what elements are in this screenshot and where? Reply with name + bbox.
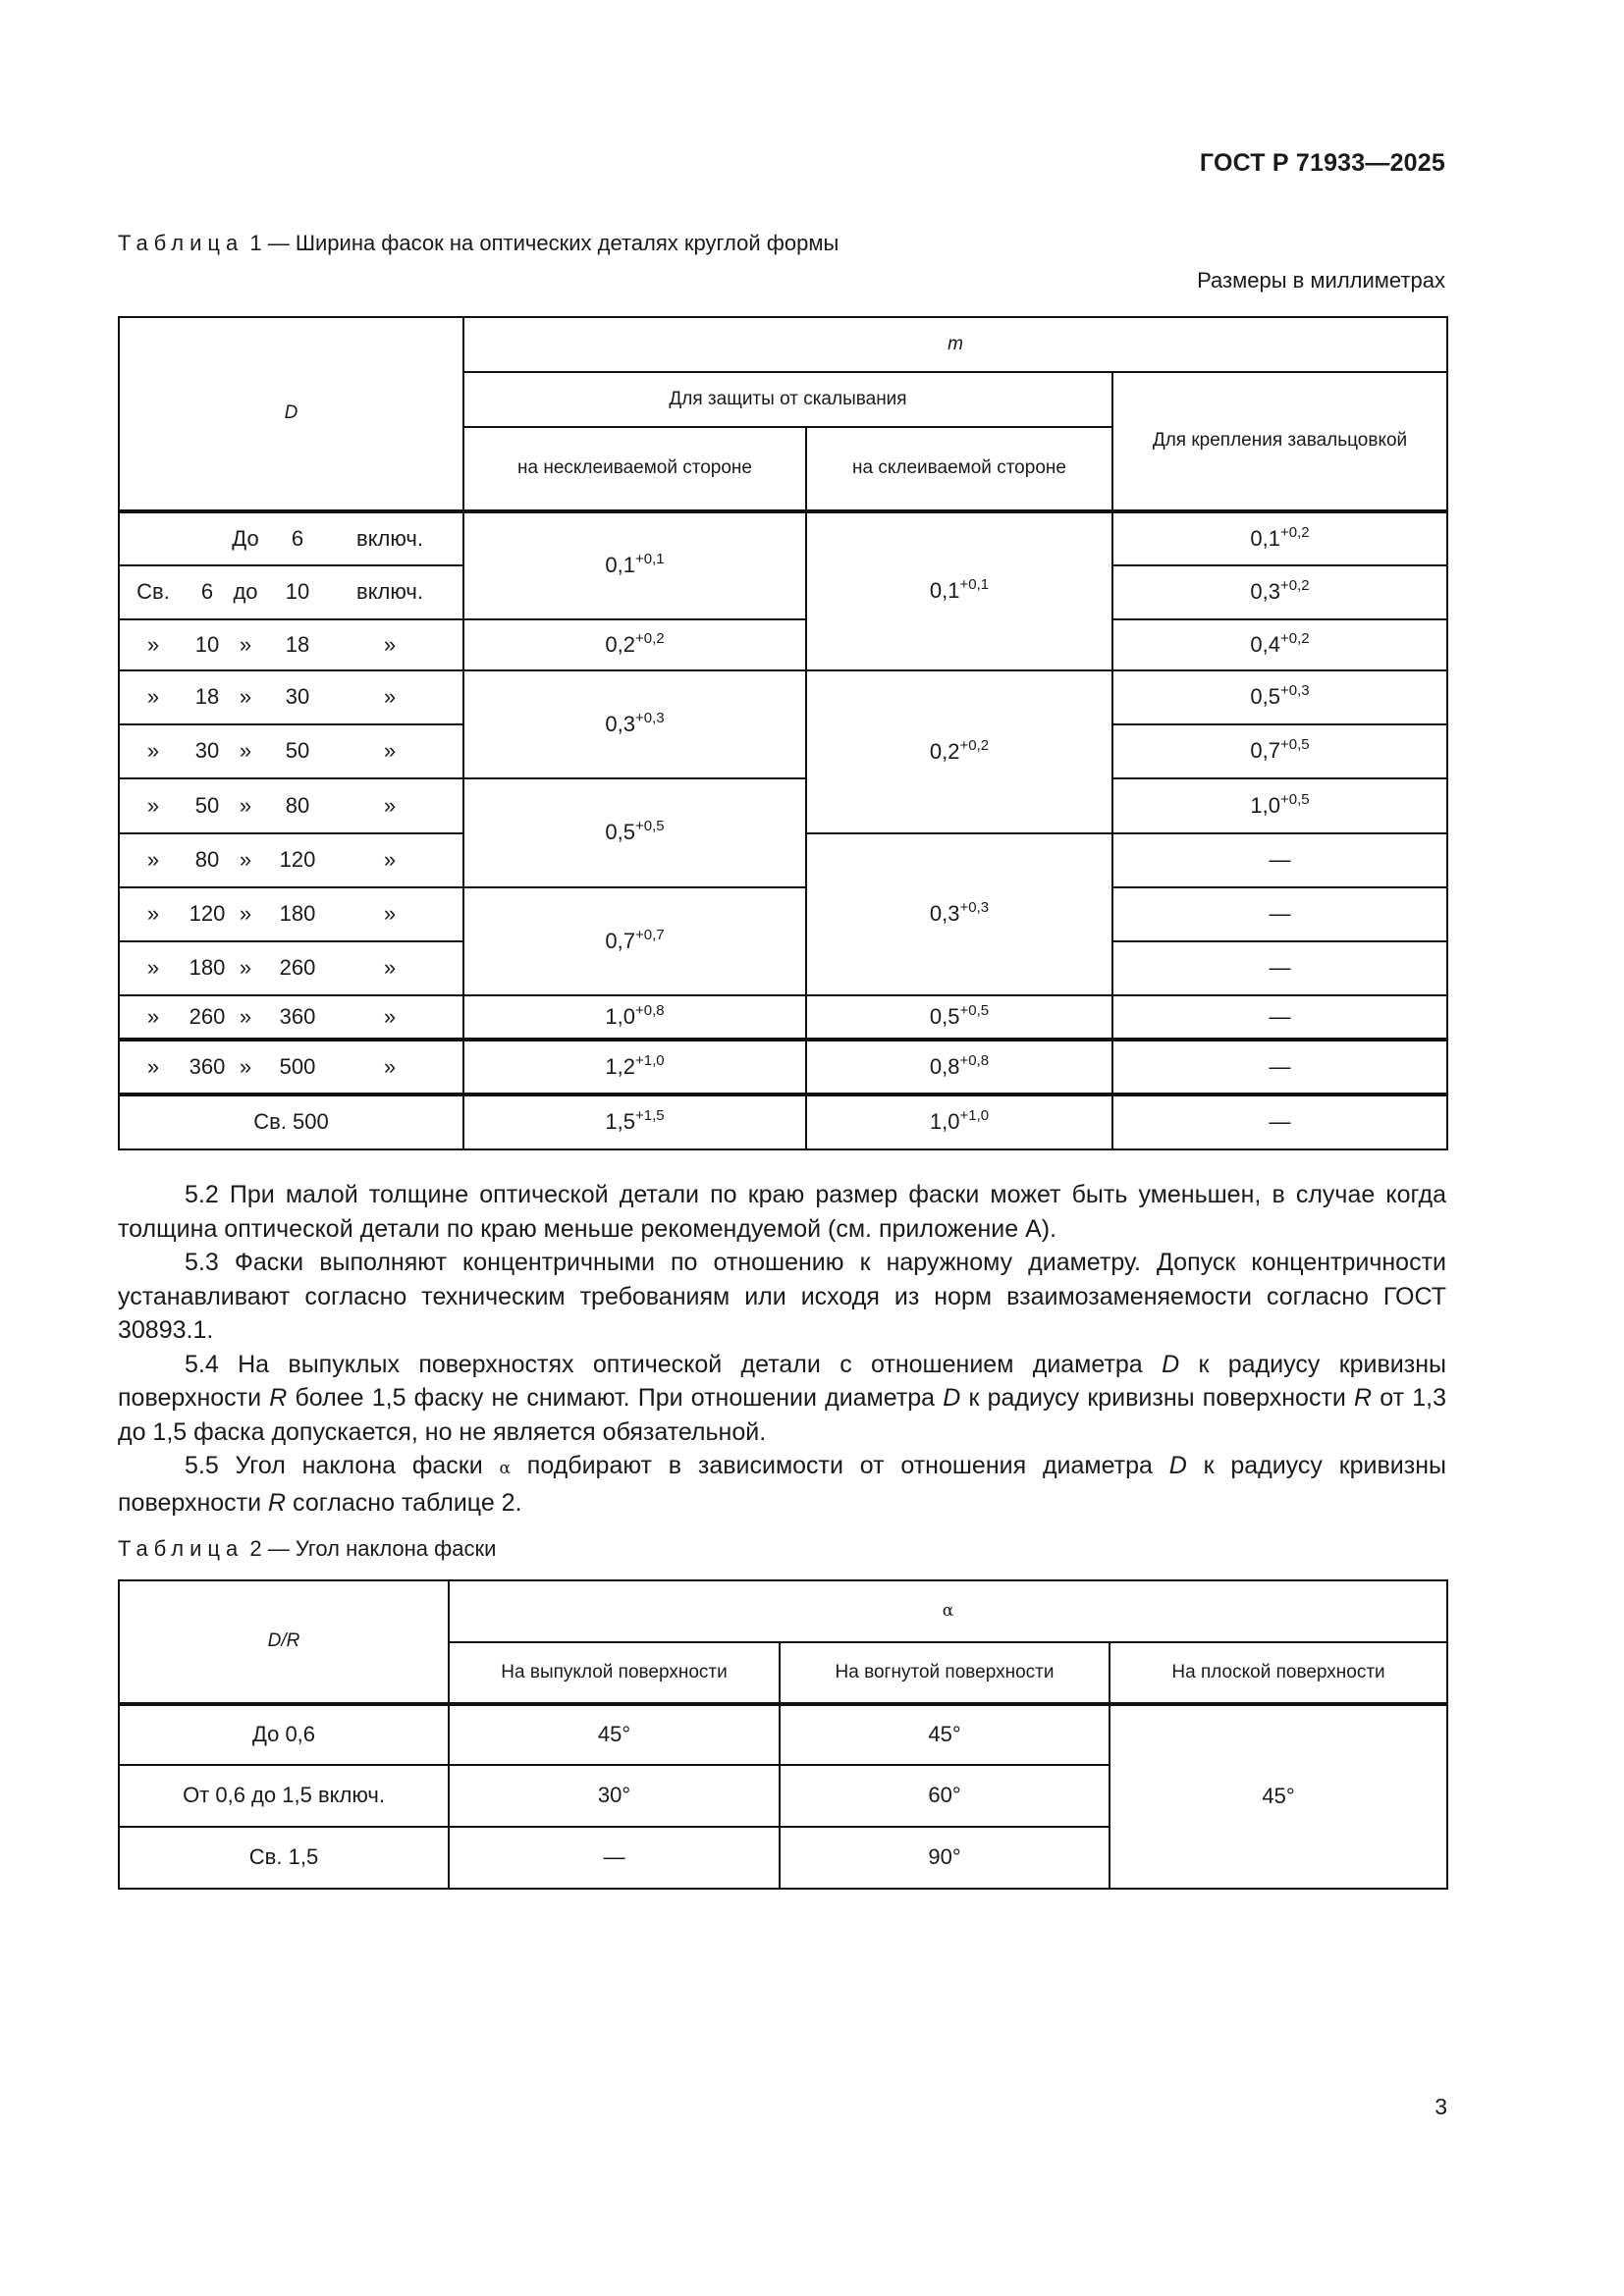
diameter-range: Св. 500 xyxy=(119,1095,463,1149)
chamfer-angle-table xyxy=(118,1579,1448,1890)
header-rolling-fix: Для крепления завальцовкой xyxy=(1112,372,1447,511)
convex-angle: 45° xyxy=(449,1704,780,1765)
unglued-value: $0,1^{+0,1}$ xyxy=(463,511,806,619)
glued-value: $1,0^{+1,0}$ xyxy=(806,1095,1112,1149)
fix-value: $0,1^{+0,2}$ xyxy=(1112,511,1447,565)
glued-value: $0,2^{+0,2}$ xyxy=(806,670,1112,833)
fix-value: — xyxy=(1112,941,1447,995)
diameter-range: » 360 » 500 » xyxy=(146,1053,397,1079)
unglued-value: $1,2^{+1,0}$ xyxy=(463,1040,806,1095)
paragraph-5-4: 5.4 На выпуклых поверхностях оптической детали с отношением диаметра D к радиусу кривизны поверхности R более 1,5 фаску не снимают. При отношении диаметра D к радиусу кривизны поверхности R от 1,3 до 1,5 фаска допускается, но не является обязательной. xyxy=(118,1350,1446,1446)
fix-value: $0,7^{+0,5}$ xyxy=(1112,724,1447,778)
fix-value: $1,0^{+0,5}$ xyxy=(1112,778,1447,833)
diameter-range: » 180 » 260 » xyxy=(146,955,397,981)
glued-value: $0,1^{+0,1}$ xyxy=(806,511,1112,670)
fix-value: — xyxy=(1112,833,1447,887)
paragraph-5-3: 5.3 Фаски выполняют концентричными по отношению к наружному диаметру. Допуск концентричности устанавливают согласно техническим требованиям или исходя из норм взаимозаменяемости согласно ГОСТ 30893.1. xyxy=(118,1249,1446,1344)
diameter-range: До 6 включ. xyxy=(232,525,423,551)
unglued-value: $0,3^{+0,3}$ xyxy=(463,670,806,778)
diameter-range: » 260 » 360 » xyxy=(146,1003,397,1029)
body-text xyxy=(118,1178,1446,1520)
header-flat-surface: На плоской поверхности xyxy=(1110,1642,1447,1704)
table2-caption-title: 2 — Угол наклона фаски xyxy=(244,1536,497,1561)
unglued-value: $1,5^{+1,5}$ xyxy=(463,1095,806,1149)
table2-caption-label: Таблица xyxy=(118,1536,244,1561)
page-number: 3 xyxy=(1435,2094,1447,2119)
table-row xyxy=(119,511,1447,565)
glued-value: $0,5^{+0,5}$ xyxy=(806,995,1112,1040)
concave-angle: 45° xyxy=(780,1704,1110,1765)
table-row xyxy=(119,887,1447,941)
convex-angle: — xyxy=(449,1827,780,1889)
table-row xyxy=(119,1704,1447,1765)
diameter-range: » 18 » 30 » xyxy=(146,684,397,710)
unglued-value: $0,5^{+0,5}$ xyxy=(463,778,806,887)
header-m: m xyxy=(463,317,1447,372)
header-glued-side: на склеиваемой стороне xyxy=(806,427,1112,511)
diameter-range: » 30 » 50 » xyxy=(146,738,397,764)
fix-value: — xyxy=(1112,1095,1447,1149)
diameter-range: » 50 » 80 » xyxy=(146,792,397,818)
glued-value: $0,8^{+0,8}$ xyxy=(806,1040,1112,1095)
ratio-range: От 0,6 до 1,5 включ. xyxy=(119,1765,449,1827)
fix-value: — xyxy=(1112,887,1447,941)
diameter-range: » 80 » 120 » xyxy=(146,847,397,873)
document-code: ГОСТ Р 71933—2025 xyxy=(1199,149,1445,177)
table1-units-note: Размеры в миллиметрах xyxy=(1197,268,1445,293)
table1-caption xyxy=(118,231,839,256)
table-row xyxy=(119,1095,1447,1149)
header-d-over-r: D/R xyxy=(119,1580,449,1704)
paragraph-5-2: 5.2 При малой толщине оптической детали по краю размер фаски может быть уменьшен, в случае когда толщина оптической детали по краю меньше рекомендуемой (см. приложение А). xyxy=(118,1181,1446,1243)
table-row xyxy=(119,1040,1447,1095)
concave-angle: 90° xyxy=(780,1827,1110,1889)
header-chip-protection: Для защиты от скалывания xyxy=(463,372,1112,427)
unglued-value: $1,0^{+0,8}$ xyxy=(463,995,806,1040)
fix-value: $0,3^{+0,2}$ xyxy=(1112,565,1447,619)
table-row xyxy=(119,619,1447,670)
ratio-range: Св. 1,5 xyxy=(119,1827,449,1889)
header-diameter: D xyxy=(119,317,463,511)
flat-angle: 45° xyxy=(1110,1704,1447,1889)
fix-value: $0,4^{+0,2}$ xyxy=(1112,619,1447,670)
paragraph-5-5: 5.5 Угол наклона фаски α подбирают в зависимости от отношения диаметра D к радиусу кривизны поверхности R согласно таблице 2. xyxy=(118,1452,1446,1517)
header-unglued-side: на несклеиваемой стороне xyxy=(463,427,806,511)
header-alpha: α xyxy=(449,1580,1447,1642)
diameter-range: » 10 » 18 » xyxy=(146,631,397,657)
fix-value: $0,5^{+0,3}$ xyxy=(1112,670,1447,724)
header-convex-surface: На выпуклой поверхности xyxy=(449,1642,780,1704)
unglued-value: $0,7^{+0,7}$ xyxy=(463,887,806,995)
table-row xyxy=(119,778,1447,833)
fix-value: — xyxy=(1112,995,1447,1040)
table1-caption-label: Таблица xyxy=(118,231,244,255)
diameter-range: Св. 6 до 10 включ. xyxy=(136,579,423,605)
table2-caption xyxy=(118,1536,496,1562)
diameter-range: » 120 » 180 » xyxy=(146,901,397,927)
glued-value: $0,3^{+0,3}$ xyxy=(806,833,1112,995)
header-concave-surface: На вогнутой поверхности xyxy=(780,1642,1110,1704)
chamfer-width-table xyxy=(118,316,1448,1150)
convex-angle: 30° xyxy=(449,1765,780,1827)
table-row xyxy=(119,995,1447,1040)
unglued-value: $0,2^{+0,2}$ xyxy=(463,619,806,670)
table-row xyxy=(119,670,1447,724)
fix-value: — xyxy=(1112,1040,1447,1095)
ratio-range: До 0,6 xyxy=(119,1704,449,1765)
table1-caption-title: 1 — Ширина фасок на оптических деталях круглой формы xyxy=(244,231,839,255)
concave-angle: 60° xyxy=(780,1765,1110,1827)
